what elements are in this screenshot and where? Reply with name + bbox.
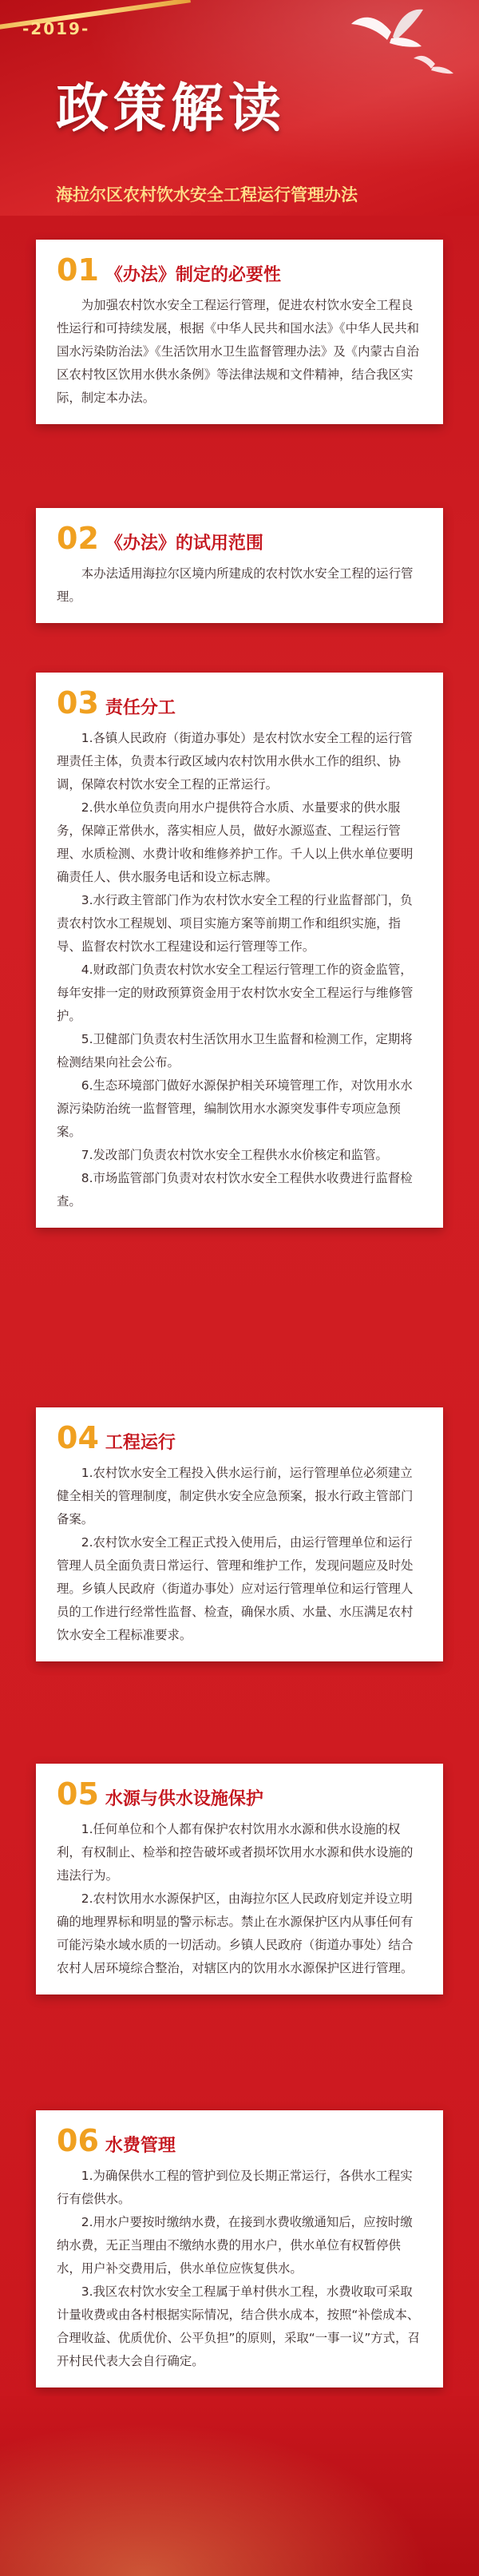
year-label: -2019- xyxy=(22,19,90,38)
page-subtitle: 海拉尔区农村饮水安全工程运行管理办法 xyxy=(56,185,358,204)
section-paragraph: 4.财政部门负责农村饮水安全工程运行管理工作的资金监管，每年安排一定的财政预算资金用于农村饮水安全工程运行与维修管护。 xyxy=(57,963,414,1023)
section-card-03 xyxy=(36,673,443,1228)
section-paragraph: 2.用水户要按时缴纳水费，在接到水费收缴通知后，应按时缴纳水费，无正当理由不缴纳水费的用水户，供水单位有权暂停供水，用户补交费用后，供水单位应恢复供水。 xyxy=(57,2215,413,2276)
section-number: 06 xyxy=(57,2123,99,2158)
section-title: 责任分工 xyxy=(105,698,176,718)
section-paragraph: 8.市场监管部门负责对农村饮水安全工程供水收费进行监督检查。 xyxy=(57,1171,413,1209)
section-paragraph: 6.生态环境部门做好水源保护相关环境管理工作，对饮用水水源污染防治统一监督管理，编制饮用水水源突发事件专项应急预案。 xyxy=(57,1078,413,1139)
bottom-decoration xyxy=(0,2396,479,2576)
section-paragraph: 2.供水单位负责向用水户提供符合水质、水量要求的供水服务，保障正常供水，落实相应人员，做好水源巡查、工程运行管理、水质检测、水费计收和维修养护工作。千人以上供水单位要明确责任人、供水服务电话和设立标志牌。 xyxy=(57,800,414,884)
section-title: 工程运行 xyxy=(105,1433,176,1453)
section-paragraph: 3.我区农村饮水安全工程属于单村供水工程，水费收取可采取计量收费或由各村根据实际情况，结合供水成本，按照“补偿成本、合理收益、优质优价、公平负担”的原则，采取“一事一议”方式，召开村民代表大会自行确定。 xyxy=(57,2284,420,2368)
section-paragraph: 1.农村饮水安全工程投入供水运行前，运行管理单位必须建立健全相关的管理制度，制定供水安全应急预案，报水行政主管部门备案。 xyxy=(57,1466,414,1526)
section-card-06 xyxy=(36,2110,443,2387)
section-paragraph: 为加强农村饮水安全工程运行管理，促进农村饮水安全工程良性运行和可持续发展，根据《中华人民共和国水法》《中华人民共和国水污染防治法》《生活饮用水卫生监督管理办法》及《内蒙古自治区农村牧区饮用水供水条例》等法律法规和文件精神，结合我区实际，制定本办法。 xyxy=(57,298,420,405)
page-title: 政策解读 xyxy=(56,77,286,139)
section-number: 02 xyxy=(57,521,99,556)
section-paragraph: 2.农村饮水安全工程正式投入使用后，由运行管理单位和运行管理人员全面负责日常运行、管理和维护工作，发现问题应及时处理。乡镇人民政府（街道办事处）应对运行管理单位和运行管理人员的工作进行经常性监督、检查，确保水质、水量、水压满足农村饮水安全工程标准要求。 xyxy=(57,1535,414,1642)
section-paragraph: 1.为确保供水工程的管护到位及长期正常运行，各供水工程实行有偿供水。 xyxy=(57,2169,413,2206)
section-number: 01 xyxy=(57,252,99,288)
section-number: 03 xyxy=(57,685,99,720)
section-paragraph: 7.发改部门负责农村饮水安全工程供水水价核定和监管。 xyxy=(81,1148,388,1162)
section-title: 水费管理 xyxy=(105,2136,176,2156)
section-paragraph: 本办法适用海拉尔区境内所建成的农村饮水安全工程的运行管理。 xyxy=(57,566,414,604)
hero-banner xyxy=(0,0,479,216)
section-paragraph: 2.农村饮用水水源保护区，由海拉尔区人民政府划定并设立明确的地理界标和明显的警示标志。禁止在水源保护区内从事任何有可能污染水域水质的一切活动。乡镇人民政府（街道办事处）结合农村人居环境综合整治，对辖区内的饮用水水源保护区进行管理。 xyxy=(57,1891,414,1975)
section-card-02 xyxy=(36,508,443,623)
section-number: 05 xyxy=(57,1776,99,1812)
doves-icon xyxy=(343,8,463,96)
section-paragraph: 3.水行政主管部门作为农村饮水安全工程的行业监督部门，负责农村饮水工程规划、项目实施方案等前期工作和组织实施，指导、监督农村饮水工程建设和运行管理等工作。 xyxy=(57,893,413,954)
section-title: 水源与供水设施保护 xyxy=(105,1789,263,1809)
section-paragraph: 1.任何单位和个人都有保护农村饮用水水源和供水设施的权利，有权制止、检举和控告破坏或者损坏饮用水水源和供水设施的违法行为。 xyxy=(57,1822,414,1883)
section-title: 《办法》的试用范围 xyxy=(105,534,263,554)
section-number: 04 xyxy=(57,1420,99,1455)
section-card-01 xyxy=(36,240,443,424)
section-card-04 xyxy=(36,1407,443,1661)
section-title: 《办法》制定的必要性 xyxy=(105,265,281,285)
section-paragraph: 1.各镇人民政府（街道办事处）是农村饮水安全工程的运行管理责任主体，负责本行政区域内农村饮用水供水工作的组织、协调，保障农村饮水安全工程的正常运行。 xyxy=(57,731,413,792)
section-paragraph: 5.卫健部门负责农村生活饮用水卫生监督和检测工作，定期将检测结果向社会公布。 xyxy=(57,1032,413,1070)
section-card-05 xyxy=(36,1764,443,1995)
